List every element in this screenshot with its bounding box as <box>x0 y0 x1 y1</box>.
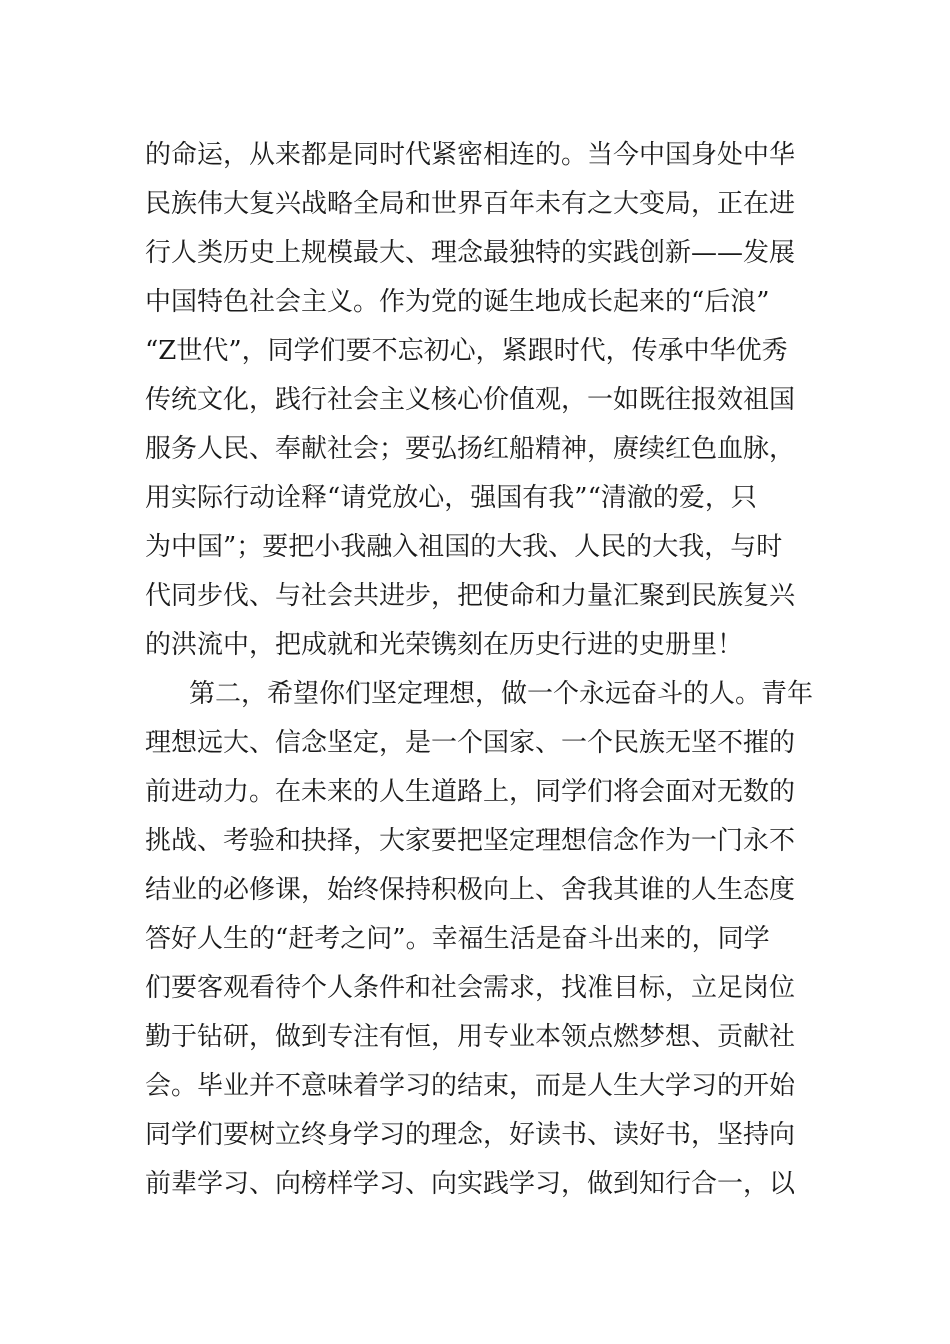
text-line: 的命运，从来都是同时代紧密相连的。当今中国身处中华 <box>145 140 796 170</box>
text-line: 的洪流中，把成就和光荣镌刻在历史行进的史册里！ <box>145 630 744 660</box>
text-line: 答好人生的“赶考之问”。幸福生活是奋斗出来的，同学 <box>145 924 770 954</box>
text-line: 服务人民、奉献社会；要弘扬红船精神，赓续红色血脉， <box>145 434 796 464</box>
text-line: 勤于钻研，做到专注有恒，用专业本领点燃梦想、贡献社 <box>145 1022 796 1052</box>
text-line: “Z世代”，同学们要不忘初心，紧跟时代，传承中华优秀 <box>145 336 788 366</box>
text-line: 行人类历史上规模最大、理念最独特的实践创新——发展 <box>145 238 796 268</box>
text-line: 会。毕业并不意味着学习的结束，而是人生大学习的开始 <box>145 1071 796 1101</box>
text-line: 们要客观看待个人条件和社会需求，找准目标，立足岗位 <box>145 973 796 1003</box>
text-line: 挑战、考验和抉择，大家要把坚定理想信念作为一门永不 <box>145 826 796 856</box>
text-line: 前进动力。在未来的人生道路上，同学们将会面对无数的 <box>145 777 796 807</box>
text-line: 结业的必修课，始终保持积极向上、舍我其谁的人生态度 <box>145 875 796 905</box>
text-line: 民族伟大复兴战略全局和世界百年未有之大变局，正在进 <box>145 189 796 219</box>
text-line: 用实际行动诠释“请党放心，强国有我”“清澈的爱，只 <box>145 483 757 513</box>
text-line: 同学们要树立终身学习的理念，好读书、读好书，坚持向 <box>145 1120 796 1150</box>
text-line: 传统文化，践行社会主义核心价值观，一如既往报效祖国 <box>145 385 796 415</box>
text-line: 中国特色社会主义。作为党的诞生地成长起来的“后浪” <box>145 287 770 317</box>
text-line: 为中国”；要把小我融入祖国的大我、人民的大我，与时 <box>145 532 783 562</box>
text-line: 代同步伐、与社会共进步，把使命和力量汇聚到民族复兴 <box>145 581 796 611</box>
text-line: 理想远大、信念坚定，是一个国家、一个民族无坚不摧的 <box>145 728 796 758</box>
paragraph-start-line: 第二，希望你们坚定理想，做一个永远奋斗的人。青年 <box>189 679 814 709</box>
body-text <box>145 131 815 1209</box>
text-line: 前辈学习、向榜样学习、向实践学习，做到知行合一，以 <box>145 1169 796 1199</box>
